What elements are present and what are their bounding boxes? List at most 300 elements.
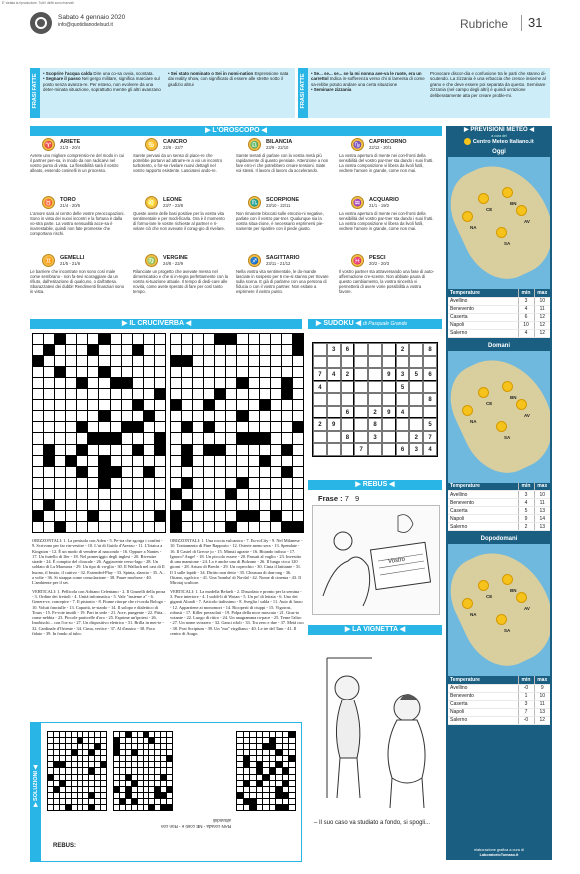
- crossword-cell: [182, 445, 192, 455]
- sudoku-cell[interactable]: [341, 381, 355, 394]
- crossword-cell: [122, 522, 132, 532]
- sun-icon: [478, 193, 489, 204]
- crossword-cell: [66, 478, 76, 488]
- sudoku-cell[interactable]: [327, 356, 341, 369]
- sudoku-cell[interactable]: [341, 393, 355, 406]
- crossword-cell: [54, 799, 59, 804]
- cruciverba-clues-1: ORIZZONTALI: 1. La penisola con Aden - 5. Pe-tra che sgorga i confini - 9. Scrivono per far rin-vestire - 10. L'ut di Guido d'Arezzo - 11. L'Irtaica a Kingston - 12. È un modo di vendere al nascondo - 16. Oppure a Nantes - 17. Un fratello di Ifer - 18. Nel pomeriggio degli inglesi - 20. Rivestire strade - 24. È compito del cloacale - 26. Aggiacente verso-lago - 28. Un soldato di La Marmora - 29. Un tipo di va-glia - 30. Il Wallach nel cast di Il buono, il brutto, il cattivo - 32. Extended-Play - 33. Spinta, slancio - 35. A... a volte - 36. Si strappa come consolazione - 38. Paure morbose - 40. L'ambiente per il set. VERTICALI: 1. Pellicola con Adriano Celentano - 2. Il Grunelli della prosa - 3. Ordine dei frettoli - 4. Unità informatica - 5. Vale "insieme a" - 6. Genere-re, concepire - 7. Il pistonio - 8. Fiume ritorpe che ri-corda Bologo - 10. Voluti fanciulle - 13. Capariù, te-stardo - 14. Il solopo e dialettico di Tours - 15. Fe-rote inutili - 19. Pari in sede - 21. Acre, pungente - 22. Pitta... come nebbia - 23. Piccole particelle d'oro - 25. Esprime un'ipotesi - 26. Imobischi... con l'os-so - 27. Un dispositivo elettrico - 31. Brilla in mer-te - 32. Cardinale d'Oriente - 34. Cima, vertice - 37. Al d'austro - 38. Poco fidato - 39. In fondo al tubo.: [32, 538, 166, 637]
- crossword-cell: [276, 768, 282, 773]
- sudoku-cell[interactable]: [368, 393, 382, 406]
- horoscope-sign: [339, 138, 438, 194]
- crossword-cell: [99, 400, 109, 410]
- crossword-cell: [144, 768, 149, 773]
- crossword-cell: [88, 389, 98, 399]
- sudoku-cell[interactable]: [382, 356, 396, 369]
- crossword-cell: [271, 433, 281, 443]
- crossword-cell: [54, 738, 59, 743]
- crossword-cell: [33, 367, 43, 377]
- crossword-cell: [270, 750, 276, 755]
- sudoku-cell[interactable]: 3: [409, 443, 423, 456]
- sudoku-cell[interactable]: [382, 393, 396, 406]
- crossword-cell: [193, 356, 203, 366]
- crossword-cell: [83, 762, 88, 767]
- sudoku-cell[interactable]: 6: [341, 406, 355, 419]
- crossword-cell: [54, 744, 59, 749]
- sudoku-cell[interactable]: [409, 343, 423, 356]
- crossword-cell: [244, 756, 250, 761]
- crossword-cell: [114, 787, 119, 792]
- crossword-cell: [48, 787, 53, 792]
- crossword-cell: [260, 445, 270, 455]
- sudoku-cell[interactable]: [409, 381, 423, 394]
- crossword-cell: [293, 378, 303, 388]
- crossword-cell: [88, 445, 98, 455]
- crossword-cell: [111, 378, 121, 388]
- sudoku-cell[interactable]: [313, 356, 327, 369]
- crossword-cell: [193, 489, 203, 499]
- frasi-fatte-right: [298, 68, 550, 118]
- crossword-cell: [271, 456, 281, 466]
- city-code: CE: [486, 400, 493, 406]
- crossword-cell: [226, 445, 236, 455]
- frase-text-3: Espressione nata dai reality show, con significato di essere alle strette sotto il giudizio altrui: [168, 71, 289, 87]
- sudoku-cell[interactable]: [368, 443, 382, 456]
- crossword-cell: [120, 799, 125, 804]
- logo-q-icon: [35, 17, 47, 29]
- crossword-cell: [237, 422, 247, 432]
- sign-text: Avrete uno migliore comprensio-ne del modo in cui il partner pen-sa, in modo da non radicarvi nel vostro punto di vista. La flessibilità sarà il vostro alleato, essendo cosinelli in un processo.: [30, 153, 125, 174]
- crossword-cell: [193, 511, 203, 521]
- sudoku-cell[interactable]: [368, 381, 382, 394]
- crossword-cell: [77, 367, 87, 377]
- crossword-cell: [77, 467, 87, 477]
- crossword-cell: [99, 422, 109, 432]
- crossword-cell: [101, 805, 106, 810]
- crossword-cell: [226, 500, 236, 510]
- crossword-cell: [144, 456, 154, 466]
- sudoku-cell[interactable]: 3: [368, 431, 382, 444]
- crossword-cell: [161, 762, 166, 767]
- crossword-cell: [99, 389, 109, 399]
- sudoku-cell[interactable]: [313, 393, 327, 406]
- crossword-cell: [270, 799, 276, 804]
- crossword-cell: [48, 775, 53, 780]
- temperature-row: Napoli 10 12: [448, 321, 550, 329]
- crossword-cell: [55, 489, 65, 499]
- sudoku-cell[interactable]: [341, 418, 355, 431]
- crossword-cell: [271, 422, 281, 432]
- crossword-cell: [260, 411, 270, 421]
- crossword-cell: [171, 411, 181, 421]
- sudoku-cell[interactable]: [327, 393, 341, 406]
- sudoku-cell[interactable]: [327, 431, 341, 444]
- sudoku-cell[interactable]: 7: [313, 368, 327, 381]
- crossword-cell: [215, 400, 225, 410]
- city-code: BN: [510, 394, 517, 400]
- crossword-cell: [55, 389, 65, 399]
- crossword-cell: [88, 356, 98, 366]
- crossword-cell: [66, 433, 76, 443]
- crossword-cell: [60, 762, 65, 767]
- sudoku-cell[interactable]: 4: [396, 406, 410, 419]
- sign-name: TORO: [60, 197, 76, 203]
- crossword-cell: [44, 511, 54, 521]
- crossword-cell: [244, 768, 250, 773]
- sudoku-cell[interactable]: 8: [341, 431, 355, 444]
- sudoku-cell[interactable]: [382, 343, 396, 356]
- crossword-cell: [155, 732, 160, 737]
- crossword-cell: [133, 400, 143, 410]
- sudoku-cell[interactable]: 5: [423, 418, 437, 431]
- crossword-cell: [270, 805, 276, 810]
- sudoku-cell[interactable]: [354, 406, 368, 419]
- sign-name: SAGITTARIO: [266, 255, 300, 261]
- crossword-cell: [89, 787, 94, 792]
- crossword-cell: [120, 768, 125, 773]
- crossword-cell: [237, 762, 243, 767]
- crossword-cell: [171, 433, 181, 443]
- sign-date: 22/12 - 20/1: [369, 145, 392, 150]
- sign-date: 21/3 - 20/4: [60, 145, 81, 150]
- crossword-cell: [193, 334, 203, 344]
- crossword-cell: [95, 732, 100, 737]
- crossword-cell: [215, 367, 225, 377]
- sudoku-cell[interactable]: [368, 368, 382, 381]
- sudoku-cell[interactable]: 9: [382, 406, 396, 419]
- meteo-header: ▶ PREVISIONI METEO ◀: [446, 126, 552, 134]
- crossword-cell: [120, 750, 125, 755]
- section-title: Rubriche: [460, 17, 509, 31]
- crossword-cell: [133, 422, 143, 432]
- crossword-cell: [114, 775, 119, 780]
- crossword-cell: [66, 799, 71, 804]
- crossword-cell: [283, 775, 289, 780]
- sudoku-cell[interactable]: [396, 418, 410, 431]
- crossword-cell: [283, 732, 289, 737]
- sign-text: L'amore sarà al centro delle vostre preoccupazioni. Sono in vista dei nuovi incontri e la fortuna è dalla vo-stra parte. La vostra sensualità acce-sa è inarrestabile, quindi non fate promesse che comportano rischi.: [30, 211, 125, 237]
- temp-label: Temperature: [448, 676, 518, 684]
- sudoku-cell[interactable]: 3: [396, 368, 410, 381]
- crossword-cell: [88, 378, 98, 388]
- zodiac-icon: ♊: [42, 254, 55, 267]
- crossword-cell: [237, 511, 247, 521]
- sudoku-cell[interactable]: [327, 443, 341, 456]
- crossword-cell: [237, 356, 247, 366]
- crossword-cell: [99, 334, 109, 344]
- crossword-cell: [237, 522, 247, 532]
- crossword-cell: [161, 738, 166, 743]
- crossword-cell: [244, 799, 250, 804]
- crossword-cell: [101, 775, 106, 780]
- crossword-cell: [293, 489, 303, 499]
- crossword-cell: [244, 762, 250, 767]
- crossword-cell: [44, 478, 54, 488]
- crossword-cell: [99, 456, 109, 466]
- crossword-cell: [88, 411, 98, 421]
- crossword-cell: [126, 732, 131, 737]
- crossword-cell: [257, 750, 263, 755]
- sudoku-cell[interactable]: 4: [327, 368, 341, 381]
- crossword-cell: [114, 756, 119, 761]
- city-code: BN: [510, 588, 517, 593]
- sudoku-cell[interactable]: [354, 418, 368, 431]
- crossword-cell: [77, 522, 87, 532]
- sudoku-cell[interactable]: [354, 356, 368, 369]
- crossword-cell: [155, 799, 160, 804]
- crossword-cell: [293, 511, 303, 521]
- crossword-cell: [271, 411, 281, 421]
- crossword-cell: [72, 756, 77, 761]
- sudoku-cell[interactable]: 8: [368, 418, 382, 431]
- crossword-cell: [44, 489, 54, 499]
- crossword-cell: [282, 478, 292, 488]
- sudoku-cell[interactable]: [313, 406, 327, 419]
- crossword-cell: [66, 378, 76, 388]
- crossword-cell: [133, 356, 143, 366]
- crossword-cell: [138, 738, 143, 743]
- sudoku-cell[interactable]: 4: [423, 443, 437, 456]
- sudoku-cell[interactable]: 5: [409, 368, 423, 381]
- col-min: min: [518, 483, 534, 491]
- sudoku-cell[interactable]: 6: [396, 443, 410, 456]
- sudoku-cell[interactable]: 8: [423, 393, 437, 406]
- crossword-cell: [182, 456, 192, 466]
- crossword-cell: [263, 805, 269, 810]
- crossword-cell: [182, 522, 192, 532]
- header-email[interactable]: info@quotidianodelsud.it: [58, 22, 113, 28]
- crossword-cell: [249, 467, 259, 477]
- crossword-cell: [293, 400, 303, 410]
- meteo-footer: elaborazione grafica a cura di LaboratorioTomaso.it: [474, 848, 524, 858]
- frase-right-text-1: Indica in-sofferenza verso chi si lamenta di come sa-rebbe potuto andare una certa situazione: [311, 76, 425, 87]
- sudoku-cell[interactable]: [409, 393, 423, 406]
- soluzioni-rebus-label: REBUS:: [53, 843, 77, 849]
- meteo-day-title: Oggi: [448, 148, 550, 157]
- crossword-cell: [77, 345, 87, 355]
- crossword-cell: [260, 378, 270, 388]
- crossword-cell: [250, 744, 256, 749]
- sudoku-cell[interactable]: 2: [396, 343, 410, 356]
- sun-icon: [462, 211, 473, 222]
- crossword-cell: [66, 411, 76, 421]
- crossword-cell: [101, 744, 106, 749]
- sudoku-cell[interactable]: 2: [368, 406, 382, 419]
- temp-label: Temperature: [448, 289, 518, 297]
- crossword-cell: [249, 400, 259, 410]
- crossword-cell: [122, 334, 132, 344]
- crossword-cell: [60, 781, 65, 786]
- sudoku-grid[interactable]: [312, 342, 438, 457]
- crossword-cell: [257, 744, 263, 749]
- crossword-cell: [293, 389, 303, 399]
- crossword-cell: [257, 781, 263, 786]
- crossword-cell: [144, 750, 149, 755]
- crossword-cell: [257, 756, 263, 761]
- sudoku-cell[interactable]: 9: [327, 418, 341, 431]
- sudoku-cell[interactable]: [354, 368, 368, 381]
- sudoku-cell[interactable]: [396, 393, 410, 406]
- crossword-cell: [204, 422, 214, 432]
- crossword-cell: [293, 500, 303, 510]
- crossword-cell: [193, 433, 203, 443]
- crossword-cell: [44, 389, 54, 399]
- crossword-cell: [167, 805, 172, 810]
- crossword-cell: [289, 738, 295, 743]
- sudoku-cell[interactable]: [409, 418, 423, 431]
- crossword-cell: [120, 775, 125, 780]
- crossword-cell: [144, 744, 149, 749]
- sudoku-cell[interactable]: [354, 431, 368, 444]
- crossword-cell: [114, 750, 119, 755]
- sudoku-cell[interactable]: 2: [341, 368, 355, 381]
- sudoku-cell[interactable]: [396, 356, 410, 369]
- crossword-cell: [33, 334, 43, 344]
- crossword-cell: [114, 732, 119, 737]
- sudoku-cell[interactable]: [409, 406, 423, 419]
- sudoku-cell[interactable]: [313, 443, 327, 456]
- crossword-cell: [122, 378, 132, 388]
- crossword-cell: [60, 793, 65, 798]
- sudoku-cell[interactable]: 4: [313, 381, 327, 394]
- sudoku-cell[interactable]: [382, 418, 396, 431]
- crossword-cell: [114, 781, 119, 786]
- crossword-grid-1[interactable]: [32, 333, 166, 533]
- crossword-cell: [54, 750, 59, 755]
- crossword-cell: [78, 762, 83, 767]
- crossword-cell: [276, 732, 282, 737]
- crossword-cell: [89, 805, 94, 810]
- crossword-cell: [95, 750, 100, 755]
- crossword-cell: [60, 738, 65, 743]
- crossword-cell: [249, 445, 259, 455]
- sudoku-cell[interactable]: 5: [396, 381, 410, 394]
- sudoku-cell[interactable]: [382, 381, 396, 394]
- crossword-cell: [237, 799, 243, 804]
- crossword-cell: [72, 768, 77, 773]
- crossword-cell: [144, 345, 154, 355]
- sudoku-cell[interactable]: [341, 356, 355, 369]
- logo: [30, 12, 52, 34]
- crossword-cell: [171, 456, 181, 466]
- sudoku-cell[interactable]: [313, 431, 327, 444]
- sudoku-cell[interactable]: [327, 381, 341, 394]
- sign-date: 22/6 - 22/7: [163, 145, 184, 150]
- sudoku-cell[interactable]: [313, 343, 327, 356]
- frase-text-1: Dire una co-sa ovvia, scontata.: [92, 71, 154, 76]
- crossword-cell: [226, 378, 236, 388]
- crossword-cell: [171, 345, 181, 355]
- sudoku-cell[interactable]: 6: [341, 343, 355, 356]
- crossword-cell: [182, 411, 192, 421]
- sudoku-cell[interactable]: [368, 356, 382, 369]
- sign-date: 21/1 - 19/2: [369, 203, 390, 208]
- sudoku-cell[interactable]: [368, 343, 382, 356]
- crossword-cell: [120, 793, 125, 798]
- crossword-cell: [263, 781, 269, 786]
- sudoku-cell[interactable]: 8: [423, 343, 437, 356]
- crossword-cell: [249, 411, 259, 421]
- frase-text-2: Nel gergo militare, significa marciare sul posto senza avanza-re. Per esteso, non evolvere da una deter-minata situazione, soprattutto mentre gli altri avanzano: [43, 76, 161, 93]
- crossword-cell: [83, 732, 88, 737]
- crossword-cell: [66, 805, 71, 810]
- sign-name: VERGINE: [163, 255, 188, 261]
- crossword-grid-2[interactable]: [170, 333, 304, 533]
- crossword-cell: [204, 445, 214, 455]
- sudoku-cell[interactable]: 7: [423, 431, 437, 444]
- crossword-cell: [54, 732, 59, 737]
- crossword-cell: [122, 411, 132, 421]
- sudoku-cell[interactable]: [341, 443, 355, 456]
- crossword-cell: [132, 805, 137, 810]
- city-code: NA: [470, 418, 477, 424]
- crossword-cell: [282, 467, 292, 477]
- crossword-cell: [122, 467, 132, 477]
- crossword-cell: [250, 750, 256, 755]
- sudoku-cell[interactable]: 6: [423, 368, 437, 381]
- sudoku-cell[interactable]: [354, 343, 368, 356]
- sudoku-cell[interactable]: [423, 381, 437, 394]
- sudoku-cell[interactable]: 2: [313, 418, 327, 431]
- sign-text: Nella vostra vita sentimentale, le do-mande lasciate in sospeso per 6 me-si stanno per trovare sulla scena. E già di parlarne con una persona di fiducia o con il vostro partner. Non esitate a esprimere il vostro punto.: [236, 269, 329, 295]
- crossword-cell: [126, 799, 131, 804]
- sudoku-cell[interactable]: 3: [327, 343, 341, 356]
- sudoku-cell[interactable]: [382, 443, 396, 456]
- meteo-brand-icon: [464, 138, 471, 145]
- sign-name: LEONE: [163, 197, 182, 203]
- crossword-cell: [133, 522, 143, 532]
- crossword-cell: [204, 522, 214, 532]
- crossword-cell: [250, 799, 256, 804]
- sudoku-cell[interactable]: 9: [382, 368, 396, 381]
- temperature-row: Benevento 1 10: [448, 692, 550, 700]
- crossword-cell: [33, 356, 43, 366]
- crossword-cell: [122, 433, 132, 443]
- sudoku-cell[interactable]: [423, 356, 437, 369]
- crossword-cell: [171, 422, 181, 432]
- crossword-cell: [215, 467, 225, 477]
- crossword-cell: [66, 400, 76, 410]
- crossword-cell: [283, 781, 289, 786]
- col-max: max: [534, 289, 550, 297]
- crossword-cell: [237, 389, 247, 399]
- crossword-cell: [72, 799, 77, 804]
- crossword-cell: [111, 433, 121, 443]
- sudoku-cell[interactable]: [409, 356, 423, 369]
- crossword-cell: [204, 511, 214, 521]
- crossword-cell: [144, 334, 154, 344]
- sudoku-cell[interactable]: [354, 393, 368, 406]
- sudoku-cell[interactable]: 2: [409, 431, 423, 444]
- crossword-cell: [138, 787, 143, 792]
- sun-icon: [502, 381, 513, 392]
- meteo-day: [448, 342, 550, 532]
- sudoku-cell[interactable]: [354, 381, 368, 394]
- crossword-cell: [99, 378, 109, 388]
- sudoku-cell[interactable]: [396, 431, 410, 444]
- sudoku-cell[interactable]: [327, 406, 341, 419]
- sudoku-cell[interactable]: 7: [354, 443, 368, 456]
- crossword-cell: [276, 787, 282, 792]
- crossword-cell: [276, 756, 282, 761]
- crossword-cell: [204, 467, 214, 477]
- crossword-cell: [237, 400, 247, 410]
- sudoku-cell[interactable]: [423, 406, 437, 419]
- crossword-cell: [257, 762, 263, 767]
- temp-label: Temperature: [448, 483, 518, 491]
- crossword-cell: [293, 411, 303, 421]
- crossword-cell: [33, 522, 43, 532]
- sudoku-cell[interactable]: [382, 431, 396, 444]
